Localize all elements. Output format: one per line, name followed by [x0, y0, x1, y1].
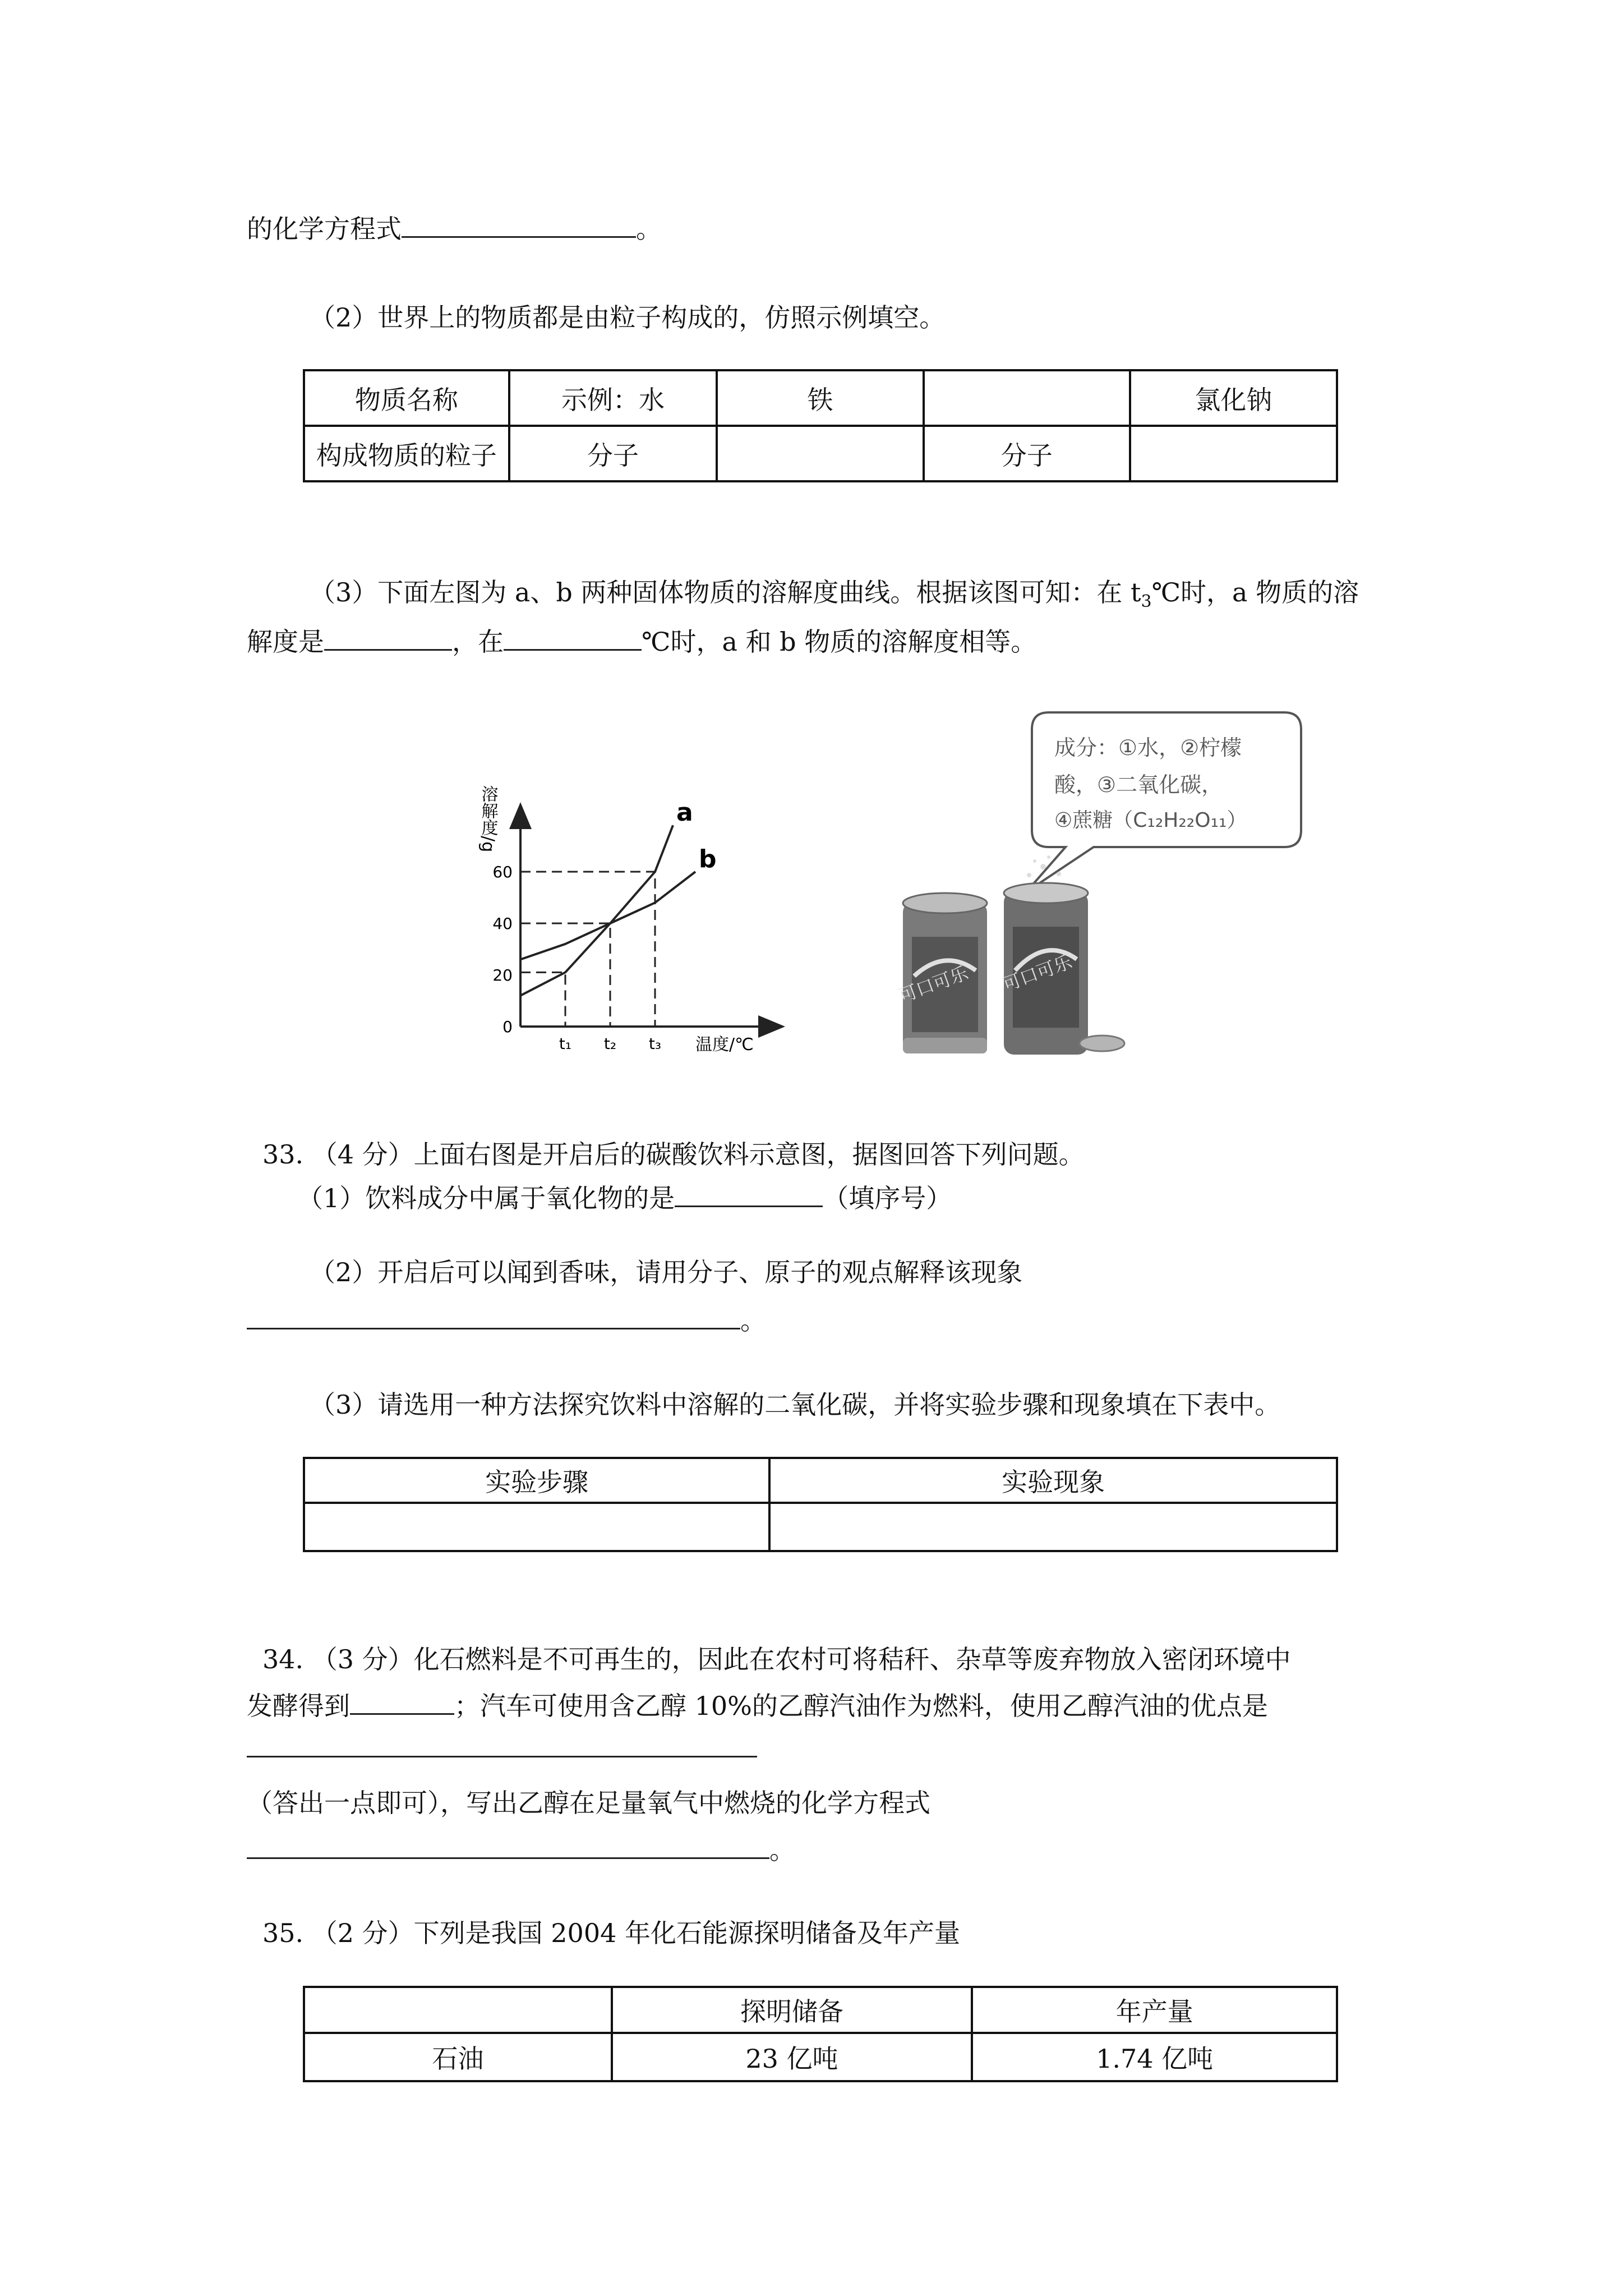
particle-table-row	[304, 426, 1337, 481]
q33-title: 33. （4 分）上面右图是开启后的碳酸饮料示意图，据图回答下列问题。	[262, 1139, 1085, 1170]
oxide-blank[interactable]	[675, 1180, 823, 1207]
experiment-table	[303, 1457, 1338, 1552]
q33-part1-text: （1）饮料成分中属于氧化物的是	[297, 1183, 675, 1213]
table-header-cell: 实验步骤	[304, 1458, 769, 1503]
table-cell-blank[interactable]	[924, 370, 1130, 426]
y-tick-label: 60	[492, 863, 513, 881]
combustion-equation-blank[interactable]	[247, 1832, 769, 1859]
q32-equation-blank[interactable]	[402, 210, 636, 238]
series-line-a	[520, 825, 673, 996]
chart-series	[520, 798, 717, 996]
energy-table	[303, 1986, 1338, 2082]
t3-subscript: 3	[1141, 592, 1152, 612]
q35-title: 35. （2 分）下列是我国 2004 年化石能源探明储备及年产量	[262, 1918, 960, 1948]
q32-part3-text: （3）下面左图为 a、b 两种固体物质的溶解度曲线。根据该图可知：在 t	[310, 577, 1141, 608]
x-tick-label: t₃	[648, 1034, 662, 1053]
q33-period: 。	[740, 1305, 766, 1336]
table-cell: 分子	[509, 426, 717, 481]
x-axis-label: 温度/℃	[695, 1035, 754, 1055]
q33-part2-answer-line	[247, 1300, 766, 1337]
table-cell: 石油	[304, 2033, 612, 2081]
table-cell: 物质名称	[304, 370, 509, 426]
bubble-line-2: 酸，③二氧化碳，	[1054, 772, 1223, 797]
can-tab	[1080, 1036, 1124, 1051]
x-tick-label: t₂	[603, 1034, 617, 1053]
q32-part3-text: 解度是	[247, 627, 324, 657]
q34-text: 发酵得到	[247, 1691, 350, 1721]
fermentation-product-blank[interactable]	[350, 1687, 454, 1715]
series-label-b: b	[699, 845, 717, 873]
solubility-chart	[460, 774, 796, 1060]
q32-part3-text: ℃时，a 物质的溶	[1151, 577, 1359, 608]
q32-part3-line1	[310, 572, 1359, 611]
experiment-table-header	[304, 1458, 1337, 1503]
x-tick-label: t₁	[559, 1034, 572, 1053]
q34-text: ；汽车可使用含乙醇 10%的乙醇汽油作为燃料，使用乙醇汽油的优点是	[454, 1691, 1268, 1721]
temperature-blank[interactable]	[504, 623, 642, 651]
experiment-phenomena-cell[interactable]	[769, 1503, 1337, 1551]
table-cell: 1.74 亿吨	[972, 2033, 1337, 2081]
advantage-blank[interactable]	[247, 1756, 757, 1757]
chart-ticks	[492, 863, 661, 1053]
table-header-cell	[304, 1987, 612, 2033]
q34-period: 。	[769, 1835, 795, 1865]
particle-table-row	[304, 370, 1337, 426]
q33-part3: （3）请选用一种方法探究饮料中溶解的二氧化碳，并将实验步骤和现象填在下表中。	[310, 1389, 1281, 1420]
bubble-line-3: ④蔗糖（C₁₂H₂₂O₁₁）	[1054, 809, 1247, 832]
q34-line3: （答出一点即可），写出乙醇在足量氧气中燃烧的化学方程式	[247, 1788, 930, 1818]
q34-line2	[247, 1686, 1268, 1723]
q32-prefix: 的化学方程式	[247, 214, 402, 244]
y-tick-label: 40	[492, 914, 513, 933]
table-cell-blank[interactable]	[717, 426, 924, 481]
q33-part2: （2）开启后可以闻到香味，请用分子、原子的观点解释该现象	[310, 1257, 1023, 1287]
table-cell: 构成物质的粒子	[304, 426, 509, 481]
q32-equation-line	[247, 209, 662, 246]
q32-part3-text: ，在	[452, 627, 504, 657]
table-cell: 氯化钠	[1130, 370, 1337, 426]
table-cell: 分子	[924, 426, 1130, 481]
q34-line1: 34. （3 分）化石燃料是不可再生的，因此在农村可将秸秆、杂草等废弃物放入密闭环境中	[262, 1644, 1291, 1674]
bubble-line-1: 成分：①水，②柠檬	[1054, 735, 1242, 760]
experiment-steps-cell[interactable]	[304, 1503, 769, 1551]
particle-table	[303, 369, 1338, 482]
q33-part1	[297, 1178, 952, 1215]
table-cell: 铁	[717, 370, 924, 426]
q32-period: 。	[636, 214, 662, 244]
table-header-cell: 年产量	[972, 1987, 1337, 2033]
y-tick-label: 0	[502, 1018, 513, 1036]
table-header-cell: 实验现象	[769, 1458, 1337, 1503]
q34-equation-line	[247, 1830, 795, 1867]
y-axis-label: 溶解度/g	[478, 785, 498, 853]
y-tick-label: 20	[492, 966, 513, 984]
energy-table-row	[304, 2033, 1337, 2081]
q32-part3-line2	[247, 622, 1036, 659]
experiment-table-row	[304, 1503, 1337, 1551]
table-cell: 23 亿吨	[612, 2033, 972, 2081]
table-cell-blank[interactable]	[1130, 426, 1337, 481]
drink-figure	[880, 707, 1307, 1066]
dashed-guide	[520, 972, 565, 1027]
table-cell: 示例：水	[509, 370, 717, 426]
explanation-blank[interactable]	[247, 1302, 740, 1329]
q32-part3-text: ℃时，a 和 b 物质的溶解度相等。	[642, 627, 1037, 657]
can-label-left: 可口可乐	[896, 962, 971, 1007]
solubility-blank[interactable]	[324, 623, 452, 651]
series-line-b	[520, 872, 695, 959]
table-header-cell: 探明储备	[612, 1987, 972, 2033]
series-label-a: a	[676, 798, 693, 827]
can-label-right: 可口可乐	[1000, 951, 1075, 996]
q33-part1-text: （填序号）	[823, 1183, 952, 1213]
energy-table-header	[304, 1987, 1337, 2033]
q32-part2-prompt: （2）世界上的物质都是由粒子构成的，仿照示例填空。	[310, 302, 946, 333]
